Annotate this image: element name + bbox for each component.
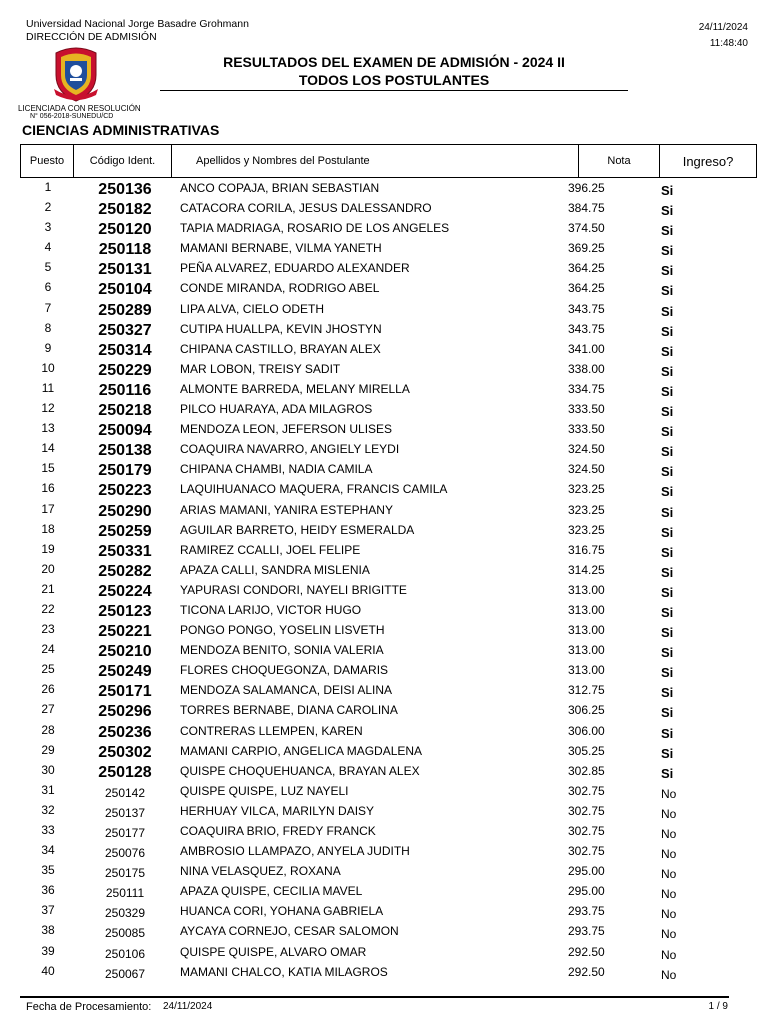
score-cell: 343.75	[568, 301, 605, 316]
score-cell: 313.00	[568, 582, 605, 597]
license-line-2: N° 056-2018-SUNEDU/CD	[30, 113, 114, 120]
code-cell: 250224	[98, 582, 152, 600]
name-cell: QUISPE CHOQUEHUANCA, BRAYAN ALEX	[180, 763, 420, 778]
name-cell: RAMIREZ CCALLI, JOEL FELIPE	[180, 542, 361, 557]
code-cell: 250289	[98, 301, 152, 319]
admitted-cell: No	[661, 847, 677, 862]
table-row	[20, 781, 729, 801]
score-cell: 324.50	[568, 442, 605, 457]
table-row	[20, 680, 729, 700]
admitted-cell: Si	[661, 685, 674, 701]
code-cell: 250296	[98, 703, 152, 721]
name-cell: MENDOZA LEON, JEFERSON ULISES	[180, 422, 393, 437]
table-row	[20, 721, 729, 741]
admitted-cell: Si	[661, 625, 674, 641]
table-row	[20, 339, 729, 359]
score-cell: 396.25	[568, 181, 605, 195]
position-cell: 5	[44, 260, 52, 275]
name-cell: AYCAYA CORNEJO, CESAR SALOMON	[180, 924, 399, 939]
position-cell: 11	[41, 380, 55, 395]
score-cell: 295.00	[568, 884, 605, 899]
score-cell: 313.00	[568, 663, 605, 678]
code-cell: 250142	[104, 785, 146, 800]
admitted-cell: No	[661, 927, 677, 942]
university-name: Universidad Nacional Jorge Basadre Grohmann	[26, 18, 249, 30]
name-cell: YAPURASI CONDORI, NAYELI BRIGITTE	[180, 582, 407, 597]
table-row	[20, 700, 729, 720]
table-row	[20, 198, 729, 218]
name-cell: AGUILAR BARRETO, HEIDY ESMERALDA	[180, 522, 415, 537]
code-cell: 250138	[98, 442, 152, 460]
admitted-cell: Si	[661, 564, 674, 580]
admitted-cell: Si	[661, 343, 674, 359]
score-cell: 323.25	[568, 502, 605, 517]
code-cell: 250331	[98, 542, 152, 560]
code-cell: 250137	[104, 805, 146, 820]
code-cell: 250076	[104, 846, 146, 861]
table-row	[20, 419, 729, 439]
code-cell: 250290	[98, 502, 152, 520]
score-cell: 313.00	[568, 643, 605, 658]
admitted-cell: Si	[661, 303, 674, 319]
name-cell: CUTIPA HUALLPA, KEVIN JHOSTYN	[180, 321, 382, 336]
name-cell: QUISPE QUISPE, LUZ NAYELI	[180, 783, 349, 798]
table-row	[20, 861, 729, 881]
admitted-cell: No	[661, 907, 677, 922]
title-divider	[160, 90, 628, 91]
position-cell: 30	[41, 762, 55, 777]
code-cell: 250179	[98, 462, 152, 480]
code-cell: 250104	[98, 281, 152, 299]
position-cell: 21	[41, 581, 55, 596]
score-cell: 316.75	[568, 542, 605, 557]
position-cell: 13	[41, 421, 55, 436]
position-cell: 36	[41, 883, 55, 898]
code-cell: 250094	[98, 422, 152, 440]
name-cell: ALMONTE BARREDA, MELANY MIRELLA	[180, 381, 410, 396]
score-cell: 313.00	[568, 602, 605, 617]
position-cell: 39	[41, 943, 55, 958]
university-crest-icon	[52, 45, 100, 103]
table-row	[20, 379, 729, 399]
name-cell: PONGO PONGO, YOSELIN LISVETH	[180, 623, 385, 638]
name-cell: QUISPE QUISPE, ALVARO OMAR	[180, 944, 367, 959]
score-cell: 312.75	[568, 683, 605, 698]
table-row	[20, 218, 729, 238]
column-header-admitted: Ingreso?	[660, 145, 757, 178]
name-cell: TICONA LARIJO, VICTOR HUGO	[180, 602, 362, 617]
score-cell: 302.75	[568, 783, 605, 798]
name-cell: TORRES BERNABE, DIANA CAROLINA	[180, 703, 398, 718]
admitted-cell: Si	[661, 504, 674, 520]
position-cell: 15	[41, 461, 55, 476]
name-cell: APAZA QUISPE, CECILIA MAVEL	[180, 884, 363, 899]
score-cell: 364.25	[568, 261, 605, 276]
admitted-cell: Si	[661, 363, 674, 379]
position-cell: 25	[41, 662, 55, 677]
name-cell: CONDE MIRANDA, RODRIGO ABEL	[180, 281, 380, 296]
score-cell: 324.50	[568, 462, 605, 477]
table-row	[20, 258, 729, 278]
position-cell: 19	[41, 541, 55, 556]
position-cell: 38	[41, 923, 55, 938]
admitted-cell: Si	[661, 243, 674, 259]
name-cell: MAMANI CARPIO, ANGELICA MAGDALENA	[180, 743, 423, 758]
column-header-code: Código Ident.	[74, 145, 172, 178]
name-cell: MAR LOBON, TREISY SADIT	[180, 361, 341, 376]
code-cell: 250128	[98, 763, 152, 781]
code-cell: 250131	[98, 261, 152, 279]
score-cell: 338.00	[568, 361, 605, 376]
license-line-1: LICENCIADA CON RESOLUCIÓN	[18, 104, 141, 113]
position-cell: 24	[41, 642, 55, 657]
name-cell: CONTRERAS LLEMPEN, KAREN	[180, 723, 363, 738]
score-cell: 306.25	[568, 703, 605, 718]
name-cell: CHIPANA CASTILLO, BRAYAN ALEX	[180, 341, 381, 356]
table-row	[20, 319, 729, 339]
position-cell: 14	[41, 441, 55, 456]
position-cell: 17	[41, 501, 55, 516]
name-cell: MAMANI BERNABE, VILMA YANETH	[180, 241, 382, 256]
position-cell: 27	[41, 702, 55, 717]
print-time: 11:48:40	[709, 38, 748, 49]
admitted-cell: Si	[661, 183, 674, 198]
name-cell: TAPIA MADRIAGA, ROSARIO DE LOS ANGELES	[180, 221, 450, 236]
position-cell: 23	[41, 622, 55, 637]
admitted-cell: Si	[661, 424, 674, 440]
column-header-score: Nota	[579, 145, 660, 178]
table-row	[20, 600, 729, 620]
admitted-cell: Si	[661, 765, 674, 781]
table-row	[20, 560, 729, 580]
admitted-cell: Si	[661, 705, 674, 721]
code-cell: 250067	[104, 966, 146, 981]
position-cell: 37	[41, 903, 55, 918]
admitted-cell: No	[661, 887, 677, 902]
score-cell: 384.75	[568, 201, 605, 216]
name-cell: MENDOZA SALAMANCA, DEISI ALINA	[180, 683, 393, 698]
position-cell: 22	[41, 601, 55, 616]
code-cell: 250329	[104, 906, 146, 921]
admitted-cell: Si	[661, 444, 674, 460]
code-cell: 250182	[98, 201, 152, 219]
name-cell: HERHUAY VILCA, MARILYN DAISY	[180, 803, 375, 818]
score-cell: 292.50	[568, 944, 605, 959]
score-cell: 341.00	[568, 341, 605, 356]
name-cell: COAQUIRA BRIO, FREDY FRANCK	[180, 824, 376, 838]
report-title: RESULTADOS DEL EXAMEN DE ADMISIÓN - 2024 II	[223, 54, 565, 70]
name-cell: ARIAS MAMANI, YANIRA ESTEPHANY	[180, 502, 393, 517]
name-cell: MENDOZA BENITO, SONIA VALERIA	[180, 643, 384, 658]
score-cell: 313.00	[568, 623, 605, 638]
code-cell: 250085	[104, 926, 146, 941]
admitted-cell: Si	[661, 604, 674, 620]
score-cell: 302.75	[568, 803, 605, 818]
name-cell: LAQUIHUANACO MAQUERA, FRANCIS CAMILA	[180, 482, 448, 497]
table-row	[20, 942, 729, 962]
score-cell: 293.75	[568, 924, 605, 939]
table-row	[20, 359, 729, 379]
admitted-cell: Si	[661, 665, 674, 681]
admitted-cell: Si	[661, 544, 674, 560]
table-row	[20, 479, 729, 499]
position-cell: 6	[44, 280, 52, 295]
table-row	[20, 540, 729, 560]
admitted-cell: Si	[661, 283, 674, 299]
position-cell: 26	[41, 682, 55, 697]
code-cell: 250111	[105, 886, 145, 901]
table-row	[20, 640, 729, 660]
position-cell: 33	[41, 823, 55, 837]
code-cell: 250221	[98, 623, 152, 641]
code-cell: 250314	[98, 341, 152, 359]
admitted-cell: Si	[661, 584, 674, 600]
score-cell: 364.25	[568, 281, 605, 296]
score-cell: 295.00	[568, 864, 605, 879]
admitted-cell: Si	[661, 484, 674, 500]
position-cell: 16	[41, 481, 55, 496]
name-cell: PILCO HUARAYA, ADA MILAGROS	[180, 402, 373, 417]
admitted-cell: Si	[661, 263, 674, 279]
code-cell: 250259	[98, 522, 152, 540]
code-cell: 250123	[98, 602, 152, 620]
admitted-cell: Si	[661, 745, 674, 761]
results-table-header	[20, 144, 757, 178]
code-cell: 250218	[98, 402, 152, 420]
name-cell: MAMANI CHALCO, KATIA MILAGROS	[180, 964, 388, 979]
table-row	[20, 962, 729, 982]
score-cell: 306.00	[568, 723, 605, 738]
name-cell: NINA VELASQUEZ, ROXANA	[180, 864, 341, 879]
position-cell: 18	[41, 521, 55, 536]
admitted-cell: No	[661, 947, 677, 962]
position-cell: 35	[41, 863, 55, 878]
table-row	[20, 399, 729, 419]
column-header-name: Apellidos y Nombres del Postulante	[172, 145, 579, 178]
admitted-cell: Si	[661, 223, 674, 239]
table-row	[20, 278, 729, 298]
report-subtitle: TODOS LOS POSTULANTES	[298, 72, 490, 88]
table-row	[20, 660, 729, 680]
table-row	[20, 238, 729, 258]
code-cell: 250282	[98, 562, 152, 580]
table-row	[20, 901, 729, 921]
position-cell: 10	[41, 360, 55, 375]
name-cell: LIPA ALVA, CIELO ODETH	[180, 301, 325, 316]
admitted-cell: Si	[661, 645, 674, 661]
table-row	[20, 921, 729, 941]
name-cell: CHIPANA CHAMBI, NADIA CAMILA	[180, 462, 373, 477]
score-cell: 302.85	[568, 763, 605, 778]
column-header-position: Puesto	[21, 145, 74, 178]
processing-date: 24/11/2024	[163, 1001, 213, 1012]
admitted-cell: Si	[661, 524, 674, 540]
office-name: DIRECCIÓN DE ADMISIÓN	[26, 31, 157, 43]
position-cell: 12	[41, 401, 55, 416]
code-cell: 250120	[98, 221, 152, 239]
page-indicator: 1 / 9	[708, 1001, 728, 1012]
score-cell: 302.75	[568, 844, 605, 859]
table-row	[20, 741, 729, 761]
position-cell: 28	[41, 722, 55, 737]
name-cell: AMBROSIO LLAMPAZO, ANYELA JUDITH	[180, 844, 410, 859]
position-cell: 7	[44, 300, 52, 315]
table-row	[20, 821, 729, 841]
code-cell: 250175	[104, 866, 146, 881]
position-cell: 34	[41, 843, 55, 858]
name-cell: APAZA CALLI, SANDRA MISLENIA	[180, 562, 370, 577]
table-row	[20, 459, 729, 479]
admitted-cell: No	[661, 806, 677, 821]
code-cell: 250210	[98, 643, 152, 661]
admitted-cell: Si	[661, 383, 674, 399]
code-cell: 250327	[98, 321, 152, 339]
admitted-cell: No	[661, 967, 677, 982]
score-cell: 333.50	[568, 422, 605, 437]
position-cell: 3	[44, 220, 52, 235]
table-row	[20, 761, 729, 781]
position-cell: 9	[44, 340, 52, 355]
code-cell: 250171	[98, 683, 152, 701]
admitted-cell: Si	[661, 404, 674, 420]
score-cell: 314.25	[568, 562, 605, 577]
table-row	[20, 178, 729, 198]
score-cell: 323.25	[568, 522, 605, 537]
admitted-cell: Si	[661, 725, 674, 741]
code-cell: 250302	[98, 743, 152, 761]
code-cell: 250136	[98, 181, 152, 198]
position-cell: 4	[44, 240, 52, 255]
table-row	[20, 841, 729, 861]
position-cell: 1	[44, 180, 52, 194]
print-date: 24/11/2024	[698, 22, 748, 33]
processing-date-label: Fecha de Procesamiento:	[26, 1001, 152, 1013]
position-cell: 29	[41, 742, 55, 757]
career-heading: CIENCIAS ADMINISTRATIVAS	[22, 122, 220, 138]
position-cell: 2	[44, 200, 52, 215]
score-cell: 334.75	[568, 381, 605, 396]
code-cell: 250236	[98, 723, 152, 741]
table-row	[20, 500, 729, 520]
admitted-cell: No	[661, 786, 677, 801]
code-cell: 250116	[98, 381, 152, 399]
name-cell: PEÑA ALVAREZ, EDUARDO ALEXANDER	[180, 261, 410, 276]
table-row	[20, 580, 729, 600]
results-table-body	[20, 178, 729, 982]
admitted-cell: No	[661, 827, 677, 841]
code-cell: 250229	[98, 361, 152, 379]
name-cell: HUANCA CORI, YOHANA GABRIELA	[180, 904, 384, 919]
name-cell: FLORES CHOQUEGONZA, DAMARIS	[180, 663, 389, 678]
code-cell: 250223	[98, 482, 152, 500]
score-cell: 323.25	[568, 482, 605, 497]
table-row	[20, 439, 729, 459]
position-cell: 8	[44, 320, 52, 335]
admitted-cell: No	[661, 867, 677, 882]
score-cell: 343.75	[568, 321, 605, 336]
code-cell: 250249	[98, 663, 152, 681]
name-cell: ANCO COPAJA, BRIAN SEBASTIAN	[180, 181, 380, 195]
table-row	[20, 620, 729, 640]
score-cell: 302.75	[568, 824, 605, 838]
name-cell: COAQUIRA NAVARRO, ANGIELY LEYDI	[180, 442, 400, 457]
admitted-cell: Si	[661, 203, 674, 219]
position-cell: 40	[41, 963, 55, 978]
admitted-cell: Si	[661, 464, 674, 480]
position-cell: 20	[41, 561, 55, 576]
code-cell: 250118	[98, 241, 152, 259]
code-cell: 250106	[104, 946, 146, 961]
table-row	[20, 299, 729, 319]
score-cell: 293.75	[568, 904, 605, 919]
score-cell: 333.50	[568, 402, 605, 417]
position-cell: 32	[41, 802, 55, 817]
score-cell: 292.50	[568, 964, 605, 979]
footer-divider	[20, 996, 729, 998]
code-cell: 250177	[104, 826, 146, 840]
admitted-cell: Si	[661, 323, 674, 339]
score-cell: 369.25	[568, 241, 605, 256]
position-cell: 31	[41, 782, 55, 797]
name-cell: CATACORA CORILA, JESUS DALESSANDRO	[180, 201, 432, 216]
table-row	[20, 520, 729, 540]
table-row	[20, 801, 729, 821]
table-row	[20, 881, 729, 901]
score-cell: 305.25	[568, 743, 605, 758]
score-cell: 374.50	[568, 221, 605, 236]
